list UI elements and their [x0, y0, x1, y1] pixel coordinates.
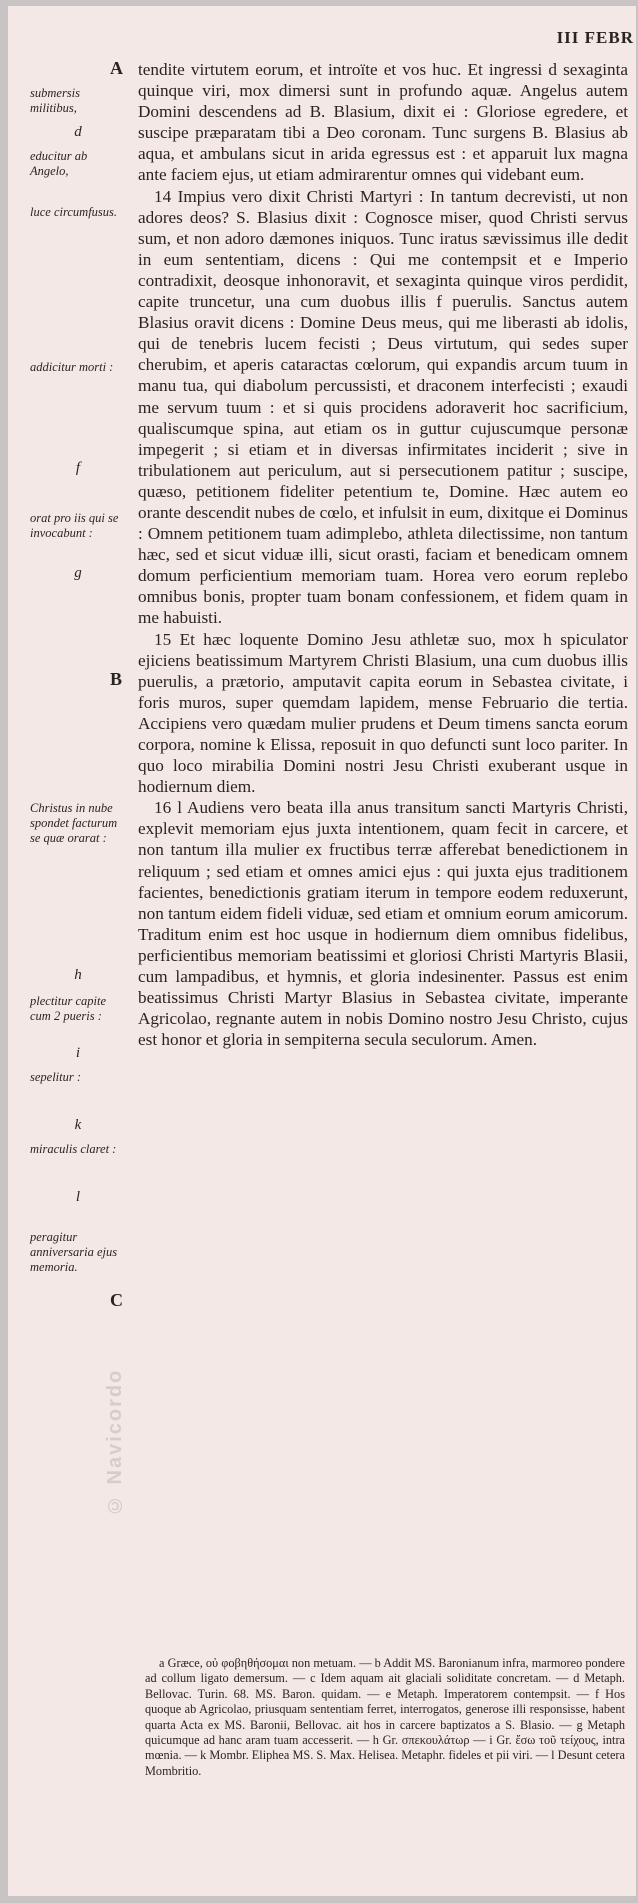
document-page	[8, 6, 636, 1896]
margin-note: luce circumfusus.	[30, 205, 118, 219]
margin-note: peragitur anniversaria ejus memoria.	[30, 1230, 118, 1274]
paragraph-14: 14 Impius vero dixit Christi Martyri : In tantum decrevisti, ut non adores deos? S. Blasius dixit : Cognosce miser, quod Christi servus sum, et non adoro dæmones iniquos. Tunc iratus sævissimus ille dedit in eum sententiam, dicens : Qui me contempsit et e Imperio contradixit, deosque inhonoravit, et sexaginta quinque viros perdidit, capite truncetur, una cum duobus illis f puerulis. Sanctus autem Blasius oravit dicens : Domine Deus meus, qui me liberasti ab idolis, qui de tenebris lucem fecisti ; Deus virtutum, qui sedes super cherubim, et aperis cataractas cœlorum, qui expandis arcum tuum in manu tua, qui diabolum percussisti, et draconem interfecisti ; exaudi me servum tuum : et si quis procidens adoraverit hoc sacrificium, qualiscumque spina, aut etiam os in guttur cujuscumque personæ impegerit ; si etiam et in diversas infirmitates inciderit ; sive in tribulationem aut periculum, aut si persecutionem patitur ; suscipe, quæso, petitionem fideliter petentium te, Domine. Hæc autem eo orante descendit nubes de cœlo, et infulsit in eum, dixitque ei Dominus : Omnem petitionem tuam adimplebo, athleta dilectissime, non tantum hæc, sed et sicut viduæ illi, sicut orasti, faciam et benedicam omnem domum perficientium memoriam tuam. Horea vero eorum replebo omnibus bonis, propter tuam bonam confessionem, et fidem quam in me habuisti.	[138, 186, 628, 628]
footnotes: a Græce, οὐ φοβηθήσομαι non metuam. — b Addit MS. Baronianum infra, marmoreo pondere ad collum ligato demersum. — c Idem aquam ait glaciali soliditate concretam. — d Metaph. Bellovac. Turin. 68. MS. Baron. quidam. — e Metaph. Imperatorem contempsit. — f Hos quoque ab Agricolao, priusquam sententiam ferret, interrogatos, generose illi responsisse, habent quarta Acta ex MS. Baronii, Bellovac. ait hos in carcere baptizatos a S. Blasio. — g Metaph quicumque ad hanc aram tuam accesserit. — h Gr. σπεκουλάτωρ — i Gr. ἔσω τοῦ τείχους, intra mœnia. — k Mombr. Eliphea MS. S. Max. Helisea. Metaphr. fideles et pii viri. — l Desunt cetera Mombritio.	[145, 1656, 625, 1778]
running-title: III FEBR	[556, 28, 634, 47]
margin-note: sepelitur :	[30, 1070, 82, 1084]
section-letter-a: A	[110, 58, 123, 78]
margin-note: addicitur morti :	[30, 360, 114, 374]
margin-note-letter: d	[74, 124, 82, 140]
paragraph-16: 16 l Audiens vero beata illa anus transitum sancti Martyris Christi, explevit memoriam ejus juxta intentionem, quam fecit in carcere, et non tantum illa mulier ex fructibus terræ afferebat benedictionem in reliquum ; sed etiam et omnes amici ejus : qui juxta ejus traditionem facientes, benedictionis gratiam iterum in tempore eodem reduxerunt, non tantum eidem fideli viduæ, sed etiam et omnium eorum amicorum. Traditum enim est hoc usque in hodiernum diem omnibus fidelibus, perficientibus memoriam beatissimi et gloriosi Christi Martyris Blasii, cum lampadibus, et hymnis, et gloria indesinenter. Passus est enim beatissimus Christi Martyr Blasius in Sebastea civitate, imperante Agricolao, regnante autem in nobis Domino nostro Jesu Christo, cujus est honor et gloria in sempiterna secula seculorum. Amen.	[138, 798, 628, 1050]
margin-note: Christus in nube spondet facturum se quæ orarat :	[30, 801, 118, 845]
paragraph-15: 15 Et hæc loquente Domino Jesu athletæ suo, mox h spiculator ejiciens beatissimum Martyrem Christi Blasium, una cum duobus illis puerulis, a prætorio, amputavit capita eorum in Sebastea civitate, i foris muros, super quemdam lapidem, mense Februario die tertia. Accipiens vero quædam mulier prudens et Deum timens sancta eorum corpora, nomine k Elissa, reposuit in quo defuncti sunt loco pariter. In quo loco mirabilia Domini nostri Jesu Christi exuberant usque in hodiernum diem.	[138, 629, 628, 797]
section-letter-b: B	[110, 669, 123, 689]
margin-note: miraculis claret :	[30, 1142, 117, 1156]
margin-note: submersis militibus,	[30, 86, 81, 115]
margin-note-letter: k	[74, 1117, 82, 1133]
margin-note: plectitur capite cum 2 pueris :	[30, 994, 107, 1023]
margin-note-letter: f	[75, 460, 81, 476]
margin-note-letter: h	[74, 967, 82, 983]
margin-note: orat pro iis qui se invocabunt :	[30, 511, 119, 540]
margin-note-letter: g	[74, 565, 82, 581]
main-text	[138, 59, 628, 1050]
margin-note-letter: l	[75, 1189, 81, 1205]
watermark: © Navicordo	[104, 1368, 126, 1516]
margin-note-letter: i	[75, 1045, 81, 1061]
section-letter-c: C	[110, 1290, 123, 1310]
paragraph-13-cont: tendite virtutem eorum, et introïte et vos huc. Et ingressi d sexaginta quinque viri, mox dimersi sunt in profundo aquæ. Angelus autem Domini descendens ad B. Blasium, dixit ei : Gloriose egredere, et suscipe præparatam tibi a Deo coronam. Tunc surgens B. Blasius ab aqua, et ambulans sicut in arida egressus est : et apparuit lux magna ante faciem ejus, ut etiam admirarentur omnes qui videbant eum.	[138, 60, 628, 185]
margin-note: educitur ab Angelo,	[30, 149, 88, 178]
